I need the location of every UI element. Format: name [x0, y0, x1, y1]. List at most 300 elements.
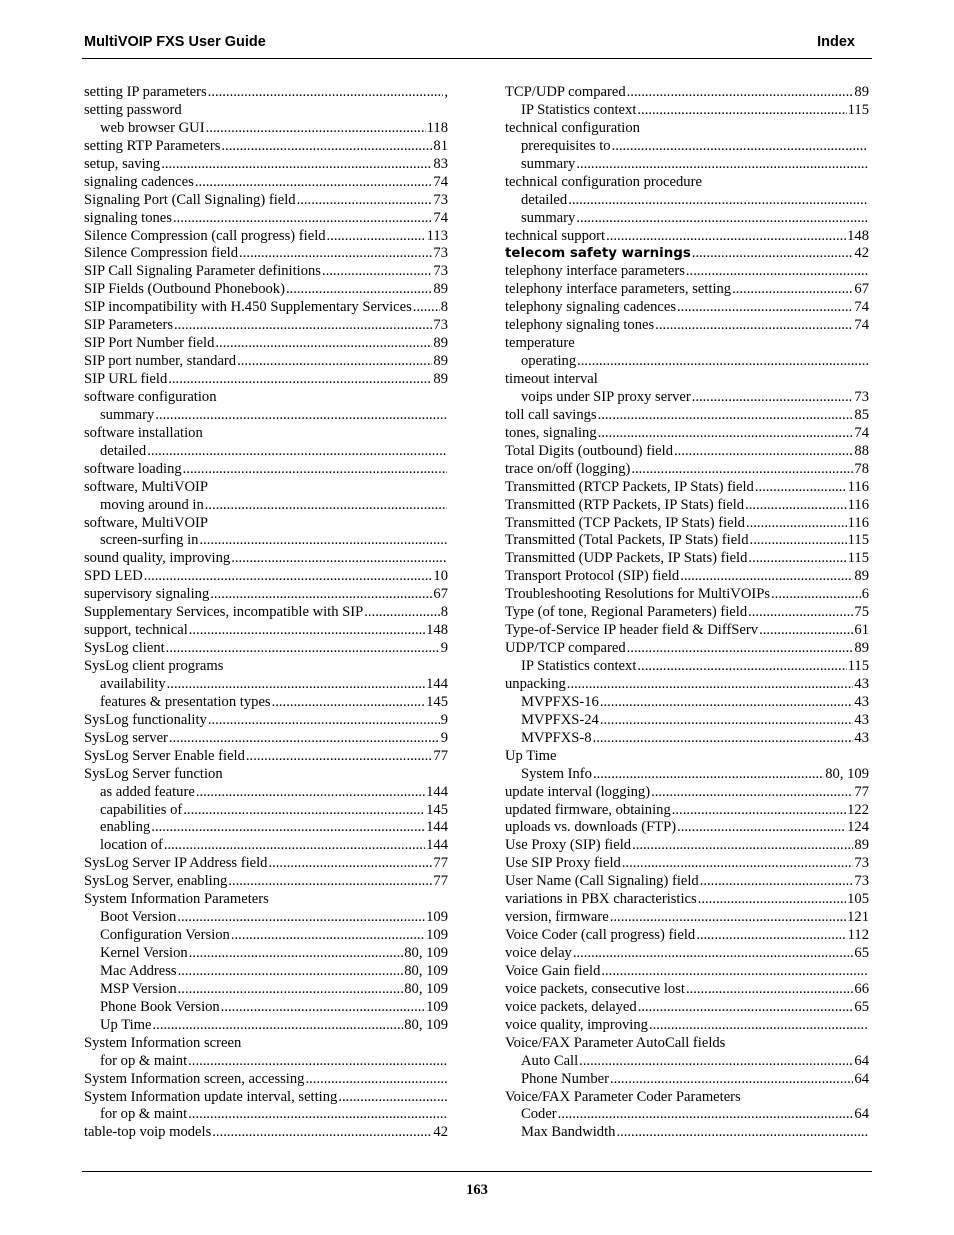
dot-leader — [593, 730, 854, 748]
entry-page-ref: 77 — [854, 783, 869, 800]
dot-leader — [183, 802, 425, 820]
dot-leader — [147, 443, 447, 461]
dot-leader — [268, 855, 432, 873]
dot-leader — [183, 461, 447, 479]
entry-term: telephony interface parameters, setting — [505, 281, 732, 298]
entry-term: summary — [521, 209, 576, 226]
entry-term: System Information Parameters — [84, 891, 269, 908]
index-entry — [84, 855, 448, 873]
entry-term: Transmitted (Total Packets, IP Stats) field — [505, 532, 749, 549]
dot-leader — [286, 281, 432, 299]
index-entry — [505, 748, 869, 766]
entry-term: Transmitted (UDP Packets, IP Stats) field — [505, 550, 748, 567]
entry-page-ref: 67 — [433, 586, 448, 603]
entry-page-ref: 8 — [440, 604, 448, 621]
entry-page-ref: 78 — [854, 460, 869, 477]
index-entry — [84, 102, 448, 120]
index-entry — [84, 138, 448, 156]
dot-leader — [755, 479, 847, 497]
dot-leader — [632, 837, 853, 855]
dot-leader — [579, 1053, 853, 1071]
index-column-left — [84, 84, 448, 1142]
dot-leader — [188, 1053, 447, 1071]
index-subentry — [84, 802, 448, 820]
entry-term: SIP Fields (Outbound Phonebook) — [84, 281, 285, 298]
index-subentry — [84, 694, 448, 712]
entry-term: trace on/off (logging) — [505, 460, 631, 477]
entry-term: updated firmware, obtaining — [505, 801, 671, 818]
dot-leader — [748, 550, 846, 568]
entry-page-ref: 42 — [854, 245, 869, 262]
dot-leader — [558, 1106, 854, 1124]
entry-term: Up Time — [505, 747, 557, 764]
index-entry — [84, 891, 448, 909]
index-entry — [84, 1124, 448, 1142]
index-subentry — [84, 497, 448, 515]
entry-term: Transmitted (RTP Packets, IP Stats) field — [505, 496, 745, 513]
entry-term: Type-of-Service IP header field & DiffServ — [505, 622, 759, 639]
entry-term: SIP URL field — [84, 371, 168, 387]
index-entry — [505, 461, 869, 479]
dot-leader — [637, 102, 846, 120]
entry-term: signaling tones — [84, 209, 172, 226]
dot-leader — [177, 909, 425, 927]
entry-term: telephony signaling cadences — [505, 299, 677, 316]
entry-term: SIP incompatibility with H.450 Supplementary Services — [84, 299, 412, 316]
index-entry — [84, 640, 448, 658]
entry-term: SysLog Server Enable field — [84, 747, 245, 764]
dot-leader — [577, 353, 868, 371]
entry-term: Troubleshooting Resolutions for MultiVOIPs — [505, 586, 771, 603]
dot-leader — [606, 228, 846, 246]
dot-leader — [231, 927, 425, 945]
dot-leader — [680, 568, 853, 586]
dot-leader — [189, 945, 404, 963]
entry-term: voice packets, consecutive lost — [505, 980, 685, 997]
index-subentry — [84, 945, 448, 963]
index-entry — [505, 1017, 869, 1035]
index-entry — [505, 999, 869, 1017]
entry-term: software installation — [84, 424, 203, 441]
entry-page-ref: 80, 109 — [404, 980, 448, 997]
section-title: Index — [817, 34, 855, 50]
entry-term: Voice/FAX Parameter Coder Parameters — [505, 1088, 741, 1105]
index-entry — [84, 748, 448, 766]
index-subentry — [505, 694, 869, 712]
entry-term: IP Statistics context — [521, 658, 637, 674]
entry-page-ref: 77 — [433, 855, 448, 872]
entry-page-ref: 67 — [854, 281, 869, 298]
dot-leader — [208, 712, 440, 730]
index-entry — [84, 712, 448, 730]
index-entry — [505, 1089, 869, 1107]
entry-term: detailed — [100, 442, 147, 459]
dot-leader — [297, 192, 433, 210]
dot-leader — [598, 425, 854, 443]
entry-term: Silence Compression field — [84, 245, 239, 262]
entry-term: TCP/UDP compared — [505, 84, 626, 100]
dot-leader — [210, 586, 432, 604]
index-entry — [505, 407, 869, 425]
dot-leader — [208, 84, 444, 102]
index-entry — [84, 174, 448, 192]
entry-term: SysLog server — [84, 729, 168, 746]
entry-page-ref: 73 — [854, 855, 869, 872]
dot-leader — [610, 1071, 853, 1089]
index-entry — [505, 909, 869, 927]
dot-leader — [748, 604, 853, 622]
index-entry — [505, 532, 869, 550]
index-subentry — [84, 1106, 448, 1124]
entry-term: as added feature — [100, 783, 195, 800]
index-subentry — [84, 676, 448, 694]
index-entry — [505, 963, 869, 981]
dot-leader — [674, 443, 853, 461]
dot-leader — [327, 228, 426, 246]
entry-term: Total Digits (outbound) field — [505, 442, 673, 459]
index-subentry — [84, 999, 448, 1017]
entry-page-ref: 42 — [433, 1124, 448, 1141]
index-entry — [505, 497, 869, 515]
entry-page-ref: 115 — [847, 550, 869, 567]
entry-page-ref: 113 — [426, 227, 448, 244]
entry-page-ref: , — [444, 84, 448, 100]
entry-term: Phone Number — [521, 1070, 609, 1087]
index-entry — [505, 245, 869, 263]
dot-leader — [759, 622, 853, 640]
index-entry — [84, 586, 448, 604]
index-subentry — [505, 1071, 869, 1089]
index-entry — [505, 263, 869, 281]
entry-term: Silence Compression (call progress) field — [84, 227, 326, 244]
entry-page-ref: 9 — [440, 640, 448, 657]
dot-leader — [567, 676, 854, 694]
dot-leader — [161, 156, 432, 174]
entry-term: tones, signaling — [505, 424, 597, 441]
entry-page-ref: 74 — [433, 209, 448, 226]
entry-page-ref: 74 — [433, 173, 448, 190]
entry-page-ref: 65 — [854, 945, 869, 961]
entry-page-ref: 6 — [861, 586, 869, 603]
entry-page-ref: 115 — [847, 658, 869, 674]
index-entry — [84, 604, 448, 622]
entry-page-ref: 109 — [426, 909, 448, 926]
entry-term: technical configuration procedure — [505, 173, 702, 190]
entry-page-ref: 80, 109 — [404, 962, 448, 979]
index-entry — [84, 371, 448, 389]
entry-page-ref: 145 — [426, 693, 448, 710]
dot-leader — [364, 604, 439, 622]
entry-page-ref: 73 — [433, 191, 448, 208]
entry-term: SysLog Server function — [84, 765, 223, 782]
index-subentry — [505, 1124, 869, 1142]
index-entry — [505, 550, 869, 568]
entry-term: for op & maint — [100, 1106, 188, 1123]
index-subentry — [84, 407, 448, 425]
entry-term: availability — [100, 675, 166, 692]
entry-term: MSP Version — [100, 980, 177, 997]
index-subentry — [505, 102, 869, 120]
index-subentry — [505, 1106, 869, 1124]
entry-page-ref: 80, 109 — [404, 1016, 448, 1033]
entry-term: Voice Coder (call progress) field — [505, 927, 696, 944]
dot-leader — [700, 873, 854, 891]
dot-leader — [576, 210, 868, 228]
dot-leader — [696, 927, 846, 945]
index-entry — [84, 228, 448, 246]
dot-leader — [638, 999, 854, 1017]
index-subentry — [505, 1053, 869, 1071]
dot-leader — [732, 281, 853, 299]
entry-page-ref: 64 — [854, 1106, 869, 1123]
dot-leader — [598, 407, 854, 425]
index-entry — [505, 586, 869, 604]
dot-leader — [205, 497, 447, 515]
entry-page-ref: 80, 109 — [404, 945, 448, 961]
dot-leader — [206, 120, 426, 138]
entry-term: SIP Port Number field — [84, 335, 215, 352]
dot-leader — [195, 174, 433, 192]
index-subentry — [84, 1053, 448, 1071]
entry-term: moving around in — [100, 496, 204, 513]
index-subentry — [505, 766, 869, 784]
document-title: MultiVOIP FXS User Guide — [84, 34, 266, 50]
dot-leader — [686, 981, 853, 999]
index-subentry — [84, 963, 448, 981]
entry-page-ref: 121 — [847, 909, 869, 926]
index-entry — [505, 640, 869, 658]
index-entry — [505, 837, 869, 855]
entry-term: System Information screen — [84, 1034, 242, 1051]
entry-page-ref: 8 — [440, 299, 448, 316]
entry-term: MVPFXS-8 — [521, 729, 592, 746]
index-subentry — [84, 784, 448, 802]
entry-term: unpacking — [505, 675, 566, 692]
dot-leader — [188, 1106, 447, 1124]
entry-term: Coder — [521, 1106, 557, 1123]
entry-page-ref: 74 — [854, 299, 869, 316]
entry-term: enabling — [100, 819, 151, 836]
entry-term: Transport Protocol (SIP) field — [505, 568, 680, 585]
index-subentry — [505, 658, 869, 676]
dot-leader — [616, 1124, 868, 1142]
index-entry — [505, 622, 869, 640]
index-entry — [505, 981, 869, 999]
index-entry — [84, 281, 448, 299]
entry-page-ref: 145 — [426, 801, 448, 818]
entry-page-ref: 124 — [847, 819, 869, 836]
entry-term: voice quality, improving — [505, 1016, 648, 1033]
entry-term: Transmitted (TCP Packets, IP Stats) field — [505, 514, 745, 531]
dot-leader — [692, 245, 854, 263]
entry-page-ref: 9 — [440, 729, 448, 746]
index-entry — [505, 784, 869, 802]
index-entry — [84, 353, 448, 371]
dot-leader — [169, 730, 440, 748]
dot-leader — [601, 963, 868, 981]
entry-page-ref: 75 — [854, 604, 869, 621]
entry-term: voips under SIP proxy server — [521, 388, 691, 405]
entry-term: timeout interval — [505, 371, 598, 387]
dot-leader — [239, 245, 432, 263]
entry-term: telecom safety warnings — [505, 246, 691, 262]
entry-term: software, MultiVOIP — [84, 478, 209, 495]
entry-page-ref: 74 — [854, 424, 869, 441]
entry-page-ref: 89 — [854, 640, 869, 657]
index-entry — [84, 1035, 448, 1053]
dot-leader — [144, 568, 433, 586]
dot-leader — [672, 802, 846, 820]
index-subentry — [505, 156, 869, 174]
dot-leader — [573, 945, 854, 963]
entry-page-ref: 43 — [854, 711, 869, 728]
entry-term: Type (of tone, Regional Parameters) field — [505, 604, 748, 621]
entry-page-ref: 81 — [433, 137, 448, 154]
entry-page-ref: 43 — [854, 693, 869, 710]
index-entry — [84, 1071, 448, 1089]
entry-term: update interval (logging) — [505, 783, 651, 800]
dot-leader — [600, 712, 854, 730]
entry-term: System Info — [521, 765, 592, 782]
entry-page-ref: 116 — [847, 496, 869, 513]
entry-page-ref: 148 — [426, 622, 448, 639]
index-entry — [505, 371, 869, 389]
dot-leader — [698, 891, 846, 909]
index-entry — [84, 873, 448, 891]
entry-term: SysLog Server IP Address field — [84, 855, 268, 872]
index-entry — [505, 1035, 869, 1053]
index-subentry — [84, 837, 448, 855]
index-entry — [84, 515, 448, 533]
entry-term: SysLog functionality — [84, 711, 207, 728]
index-entry — [505, 479, 869, 497]
index-entry — [84, 389, 448, 407]
dot-leader — [612, 138, 868, 156]
index-subentry — [505, 353, 869, 371]
dot-leader — [305, 1071, 447, 1089]
dot-leader — [610, 909, 846, 927]
entry-term: operating — [521, 353, 577, 370]
index-subentry — [505, 138, 869, 156]
entry-term: SysLog client programs — [84, 658, 224, 674]
index-entry — [505, 281, 869, 299]
dot-leader — [677, 299, 853, 317]
entry-term: Configuration Version — [100, 927, 230, 944]
entry-term: telephony signaling tones — [505, 317, 655, 334]
entry-term: MVPFXS-24 — [521, 711, 599, 728]
entry-term: Up Time — [100, 1016, 152, 1033]
index-subentry — [505, 730, 869, 748]
dot-leader — [246, 748, 433, 766]
entry-term: detailed — [521, 191, 568, 208]
entry-page-ref: 122 — [847, 801, 869, 818]
dot-leader — [178, 963, 404, 981]
entry-page-ref: 77 — [433, 873, 448, 890]
entry-page-ref: 112 — [847, 927, 869, 944]
dot-leader — [166, 640, 440, 658]
entry-page-ref: 9 — [440, 711, 448, 728]
index-entry — [84, 461, 448, 479]
entry-term: Use Proxy (SIP) field — [505, 837, 632, 854]
page-header — [84, 32, 855, 54]
index-entry — [505, 228, 869, 246]
entry-term: SIP Parameters — [84, 317, 174, 334]
index-entry — [505, 84, 869, 102]
index-entry — [84, 245, 448, 263]
dot-leader — [167, 676, 425, 694]
entry-term: Boot Version — [100, 909, 177, 926]
index-subentry — [84, 120, 448, 138]
entry-page-ref: 115 — [847, 532, 869, 549]
dot-leader — [199, 532, 447, 550]
entry-page-ref: 89 — [433, 353, 448, 370]
entry-page-ref: 73 — [854, 873, 869, 890]
dot-leader — [413, 299, 440, 317]
index-entry — [84, 335, 448, 353]
entry-page-ref: 85 — [854, 406, 869, 423]
entry-page-ref: 64 — [854, 1070, 869, 1087]
dot-leader — [649, 1017, 868, 1035]
index-entry — [84, 210, 448, 228]
entry-page-ref: 144 — [426, 675, 448, 692]
entry-term: version, firmware — [505, 909, 609, 926]
entry-page-ref: 88 — [854, 442, 869, 459]
entry-page-ref: 116 — [847, 478, 869, 495]
index-entry — [84, 730, 448, 748]
entry-term: temperature — [505, 335, 575, 352]
dot-leader — [272, 694, 426, 712]
entry-page-ref: 144 — [426, 783, 448, 800]
entry-term: setting password — [84, 101, 182, 118]
index-entry — [84, 550, 448, 568]
index-entry — [505, 604, 869, 622]
entry-term: UDP/TCP compared — [505, 640, 626, 657]
entry-term: technical support — [505, 227, 606, 244]
index-entry — [505, 335, 869, 353]
index-entry — [505, 676, 869, 694]
dot-leader — [237, 353, 432, 371]
entry-term: features & presentation types — [100, 693, 271, 710]
index-subentry — [84, 443, 448, 461]
entry-term: System Information screen, accessing — [84, 1070, 305, 1087]
entry-term: setting RTP Parameters — [84, 137, 221, 154]
index-entry — [84, 192, 448, 210]
entry-page-ref: 73 — [433, 317, 448, 334]
dot-leader — [677, 819, 846, 837]
entry-page-ref: 89 — [433, 335, 448, 352]
dot-leader — [750, 532, 847, 550]
index-entry — [84, 1089, 448, 1107]
entry-term: voice delay — [505, 945, 572, 961]
dot-leader — [746, 515, 847, 533]
dot-leader — [221, 999, 425, 1017]
entry-term: support, technical — [84, 622, 188, 639]
entry-page-ref: 105 — [847, 891, 869, 908]
entry-page-ref: 89 — [854, 837, 869, 854]
entry-page-ref: 65 — [854, 998, 869, 1015]
dot-leader — [322, 263, 432, 281]
index-entry — [84, 568, 448, 586]
entry-page-ref: 73 — [433, 245, 448, 262]
dot-leader — [196, 784, 425, 802]
index-subentry — [505, 210, 869, 228]
entry-term: Transmitted (RTCP Packets, IP Stats) field — [505, 478, 754, 495]
dot-leader — [627, 640, 854, 658]
index-entry — [84, 766, 448, 784]
dot-leader — [164, 837, 425, 855]
entry-page-ref: 89 — [433, 371, 448, 387]
dot-leader — [692, 389, 854, 407]
